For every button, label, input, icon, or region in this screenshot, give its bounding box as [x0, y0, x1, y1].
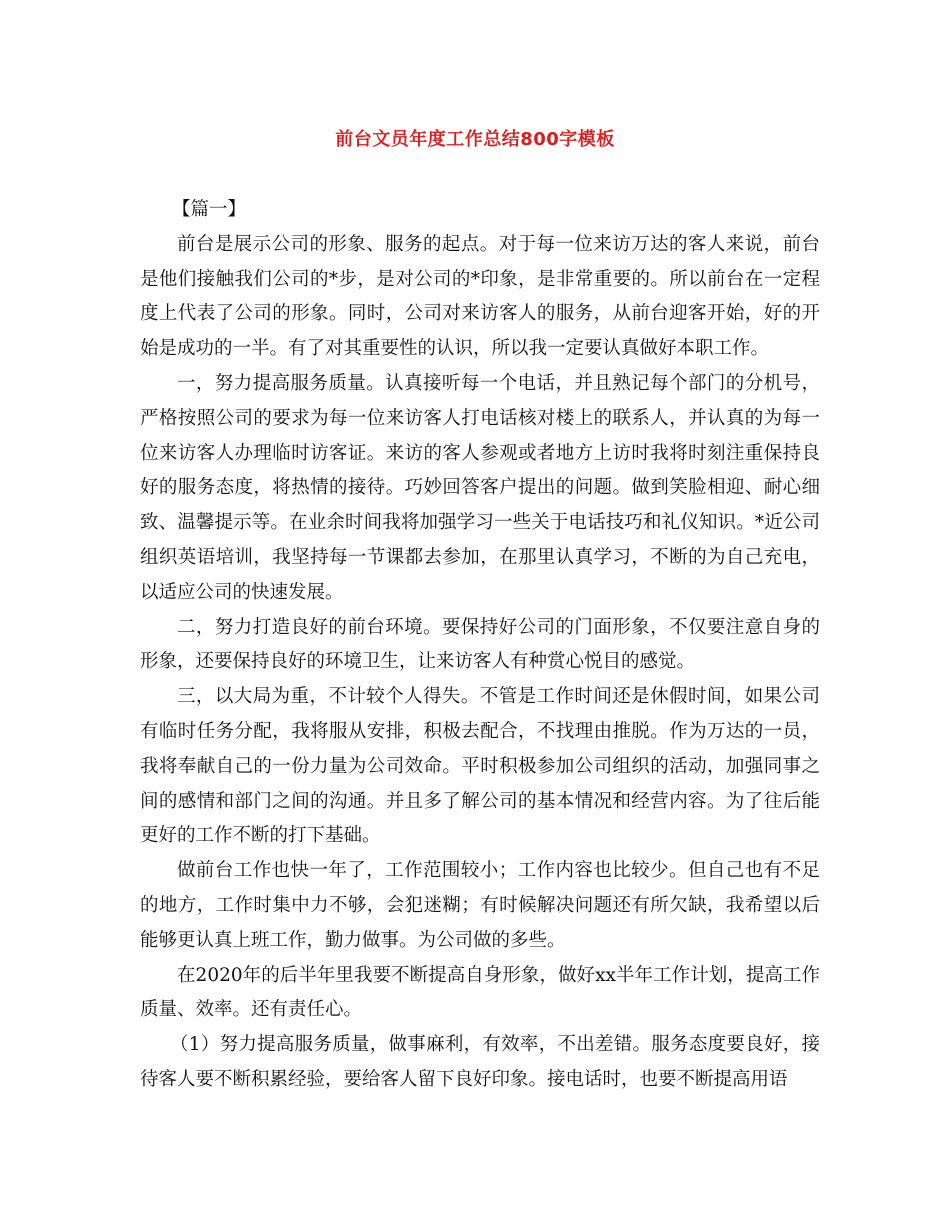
paragraph-point-3: 三，以大局为重，不计较个人得失。不管是工作时间还是休假时间，如果公司有临时任务分配，我将服从安排，积极去配合，不找理由推脱。作为万达的一员，我将奉献自己的一份力量为公司效命。平时积极参加公司组织的活动，加强同事之间的感情和部门之间的沟通。并且多了解公司的基本情况和经营内容。为了往后能更好的工作不断的打下基础。 [140, 686, 820, 847]
paragraph-point-1: 一，努力提高服务质量。认真接听每一个电话，并且熟记每个部门的分机号，严格按照公司的要求为每一位来访客人打电话核对楼上的联系人，并认真的为每一位来访客人办理临时访客证。来访的客人参观或者地方上访时我将时刻注重保持良好的服务态度，将热情的接待。巧妙回答客户提出的问题。做到笑脸相迎、耐心细致、温馨提示等。在业余时间我将加强学习一些关于电话技巧和礼仪知识。*近公司组织英语培训，我坚持每一节课都去参加，在那里认真学习，不断的为自己充电，以适应公司的快速发展。 [140, 372, 820, 603]
section-label: 【篇一】 [172, 199, 247, 220]
paragraph-plan-item-1: （1）努力提高服务质量，做事麻利，有效率，不出差错。服务态度要良好，接待客人要不断积累经验，要给客人留下良好印象。接电话时，也要不断提高用语 [140, 1034, 820, 1090]
document-title: 前台文员年度工作总结800字模板 [335, 129, 615, 150]
document-body [140, 193, 820, 1098]
paragraph-plan: 在2020年的后半年里我要不断提高自身形象，做好xx半年工作计划，提高工作质量、效率。还有责任心。 [140, 964, 820, 1021]
paragraph-intro: 前台是展示公司的形象、服务的起点。对于每一位来访万达的客人来说，前台是他们接触我们公司的*步，是对公司的*印象，是非常重要的。所以前台在一定程度上代表了公司的形象。同时，公司对来访客人的服务，从前台迎客开始，好的开始是成功的一半。有了对其重要性的认识，所以我一定要认真做好本职工作。 [140, 233, 820, 360]
paragraph-reflection: 做前台工作也快一年了，工作范围较小；工作内容也比较少。但自己也有不足的地方，工作时集中力不够，会犯迷糊；有时候解决问题还有所欠缺，我希望以后能够更认真上班工作，勤力做事。为公司做的多些。 [140, 860, 820, 951]
paragraph-point-2: 二，努力打造良好的前台环境。要保持好公司的门面形象，不仅要注意自身的形象，还要保持良好的环境卫生，让来访客人有种赏心悦目的感觉。 [140, 616, 820, 673]
